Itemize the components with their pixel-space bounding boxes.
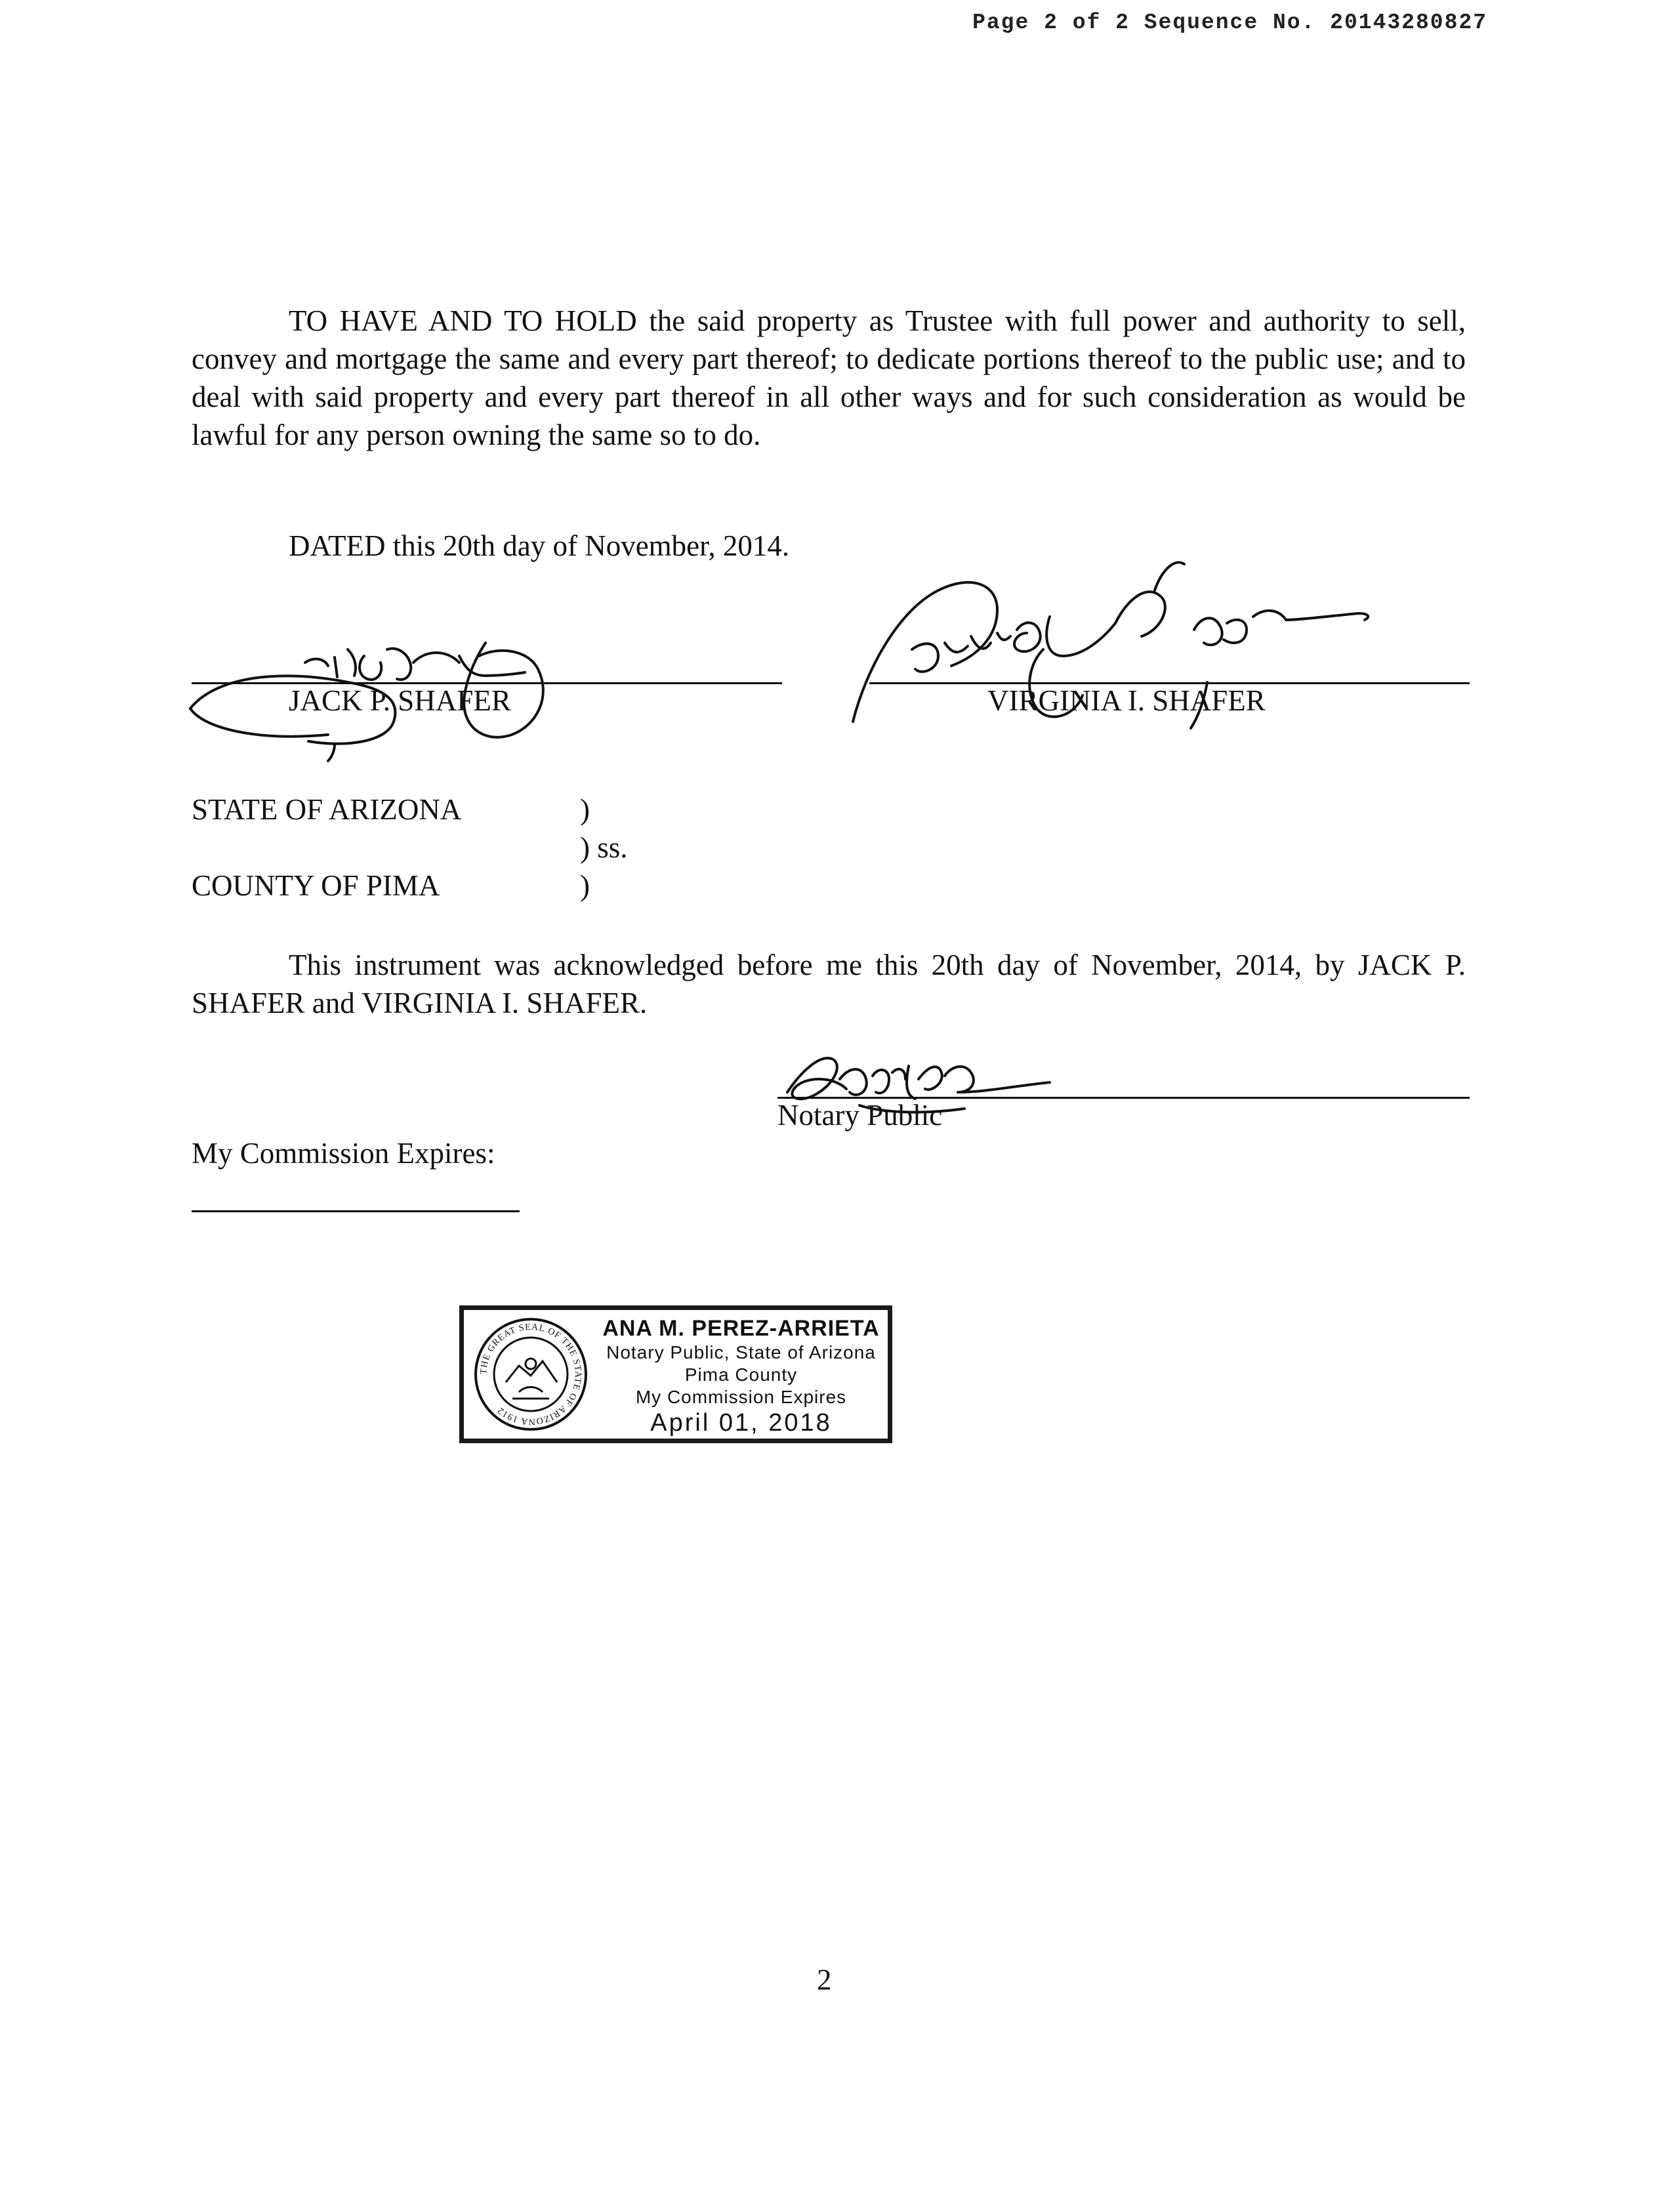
commission-expires-line bbox=[192, 1210, 520, 1212]
venue-state: STATE OF ARIZONA bbox=[192, 793, 462, 826]
commission-expires-label: My Commission Expires: bbox=[192, 1137, 495, 1170]
notary-expires-date: April 01, 2018 bbox=[650, 1409, 832, 1437]
notary-name: ANA M. PEREZ-ARRIETA bbox=[602, 1316, 880, 1341]
notary-county: Pima County bbox=[684, 1364, 798, 1385]
venue-paren-top: ) bbox=[580, 793, 590, 826]
notary-title: Notary Public, State of Arizona bbox=[606, 1342, 876, 1362]
acknowledgment-paragraph: This instrument was acknowledged before me this 20th day of November, 2014, by JACK P. SHAFER and VIRGINIA I. SHAFER. bbox=[192, 949, 1466, 1019]
signature-jack bbox=[177, 630, 597, 761]
signature-virginia bbox=[840, 551, 1404, 768]
signatory-name-jack: JACK P. SHAFER bbox=[289, 684, 511, 717]
notary-public-label: Notary Public bbox=[777, 1099, 943, 1132]
notary-stamp bbox=[459, 1305, 892, 1443]
notary-stamp-text bbox=[595, 1315, 887, 1437]
dated-line: DATED this 20th day of November, 2014. bbox=[289, 529, 790, 562]
page-sequence-header: Page 2 of 2 Sequence No. 20143280827 bbox=[972, 10, 1487, 35]
page-number: 2 bbox=[817, 1963, 832, 1996]
venue-paren-ss: ) ss. bbox=[580, 831, 628, 864]
habendum-paragraph: TO HAVE AND TO HOLD the said property as Trustee with full power and authority to sell, convey and mortgage the same and every part thereof; to dedicate portions thereof to the public use; and to deal with said property and every part thereof in all other ways and for such consideration as would be lawful for any person owning the same so to do. bbox=[192, 304, 1466, 451]
svg-text:THE GREAT SEAL OF THE STATE OF: THE GREAT SEAL OF THE STATE OF ARIZONA 1912 bbox=[478, 1322, 583, 1427]
arizona-state-seal bbox=[473, 1317, 589, 1432]
notary-expires-label: My Commission Expires bbox=[635, 1387, 847, 1407]
signatory-name-virginia: VIRGINIA I. SHAFER bbox=[987, 684, 1266, 717]
venue-county: COUNTY OF PIMA bbox=[192, 869, 440, 902]
venue-paren-bottom: ) bbox=[580, 869, 590, 902]
